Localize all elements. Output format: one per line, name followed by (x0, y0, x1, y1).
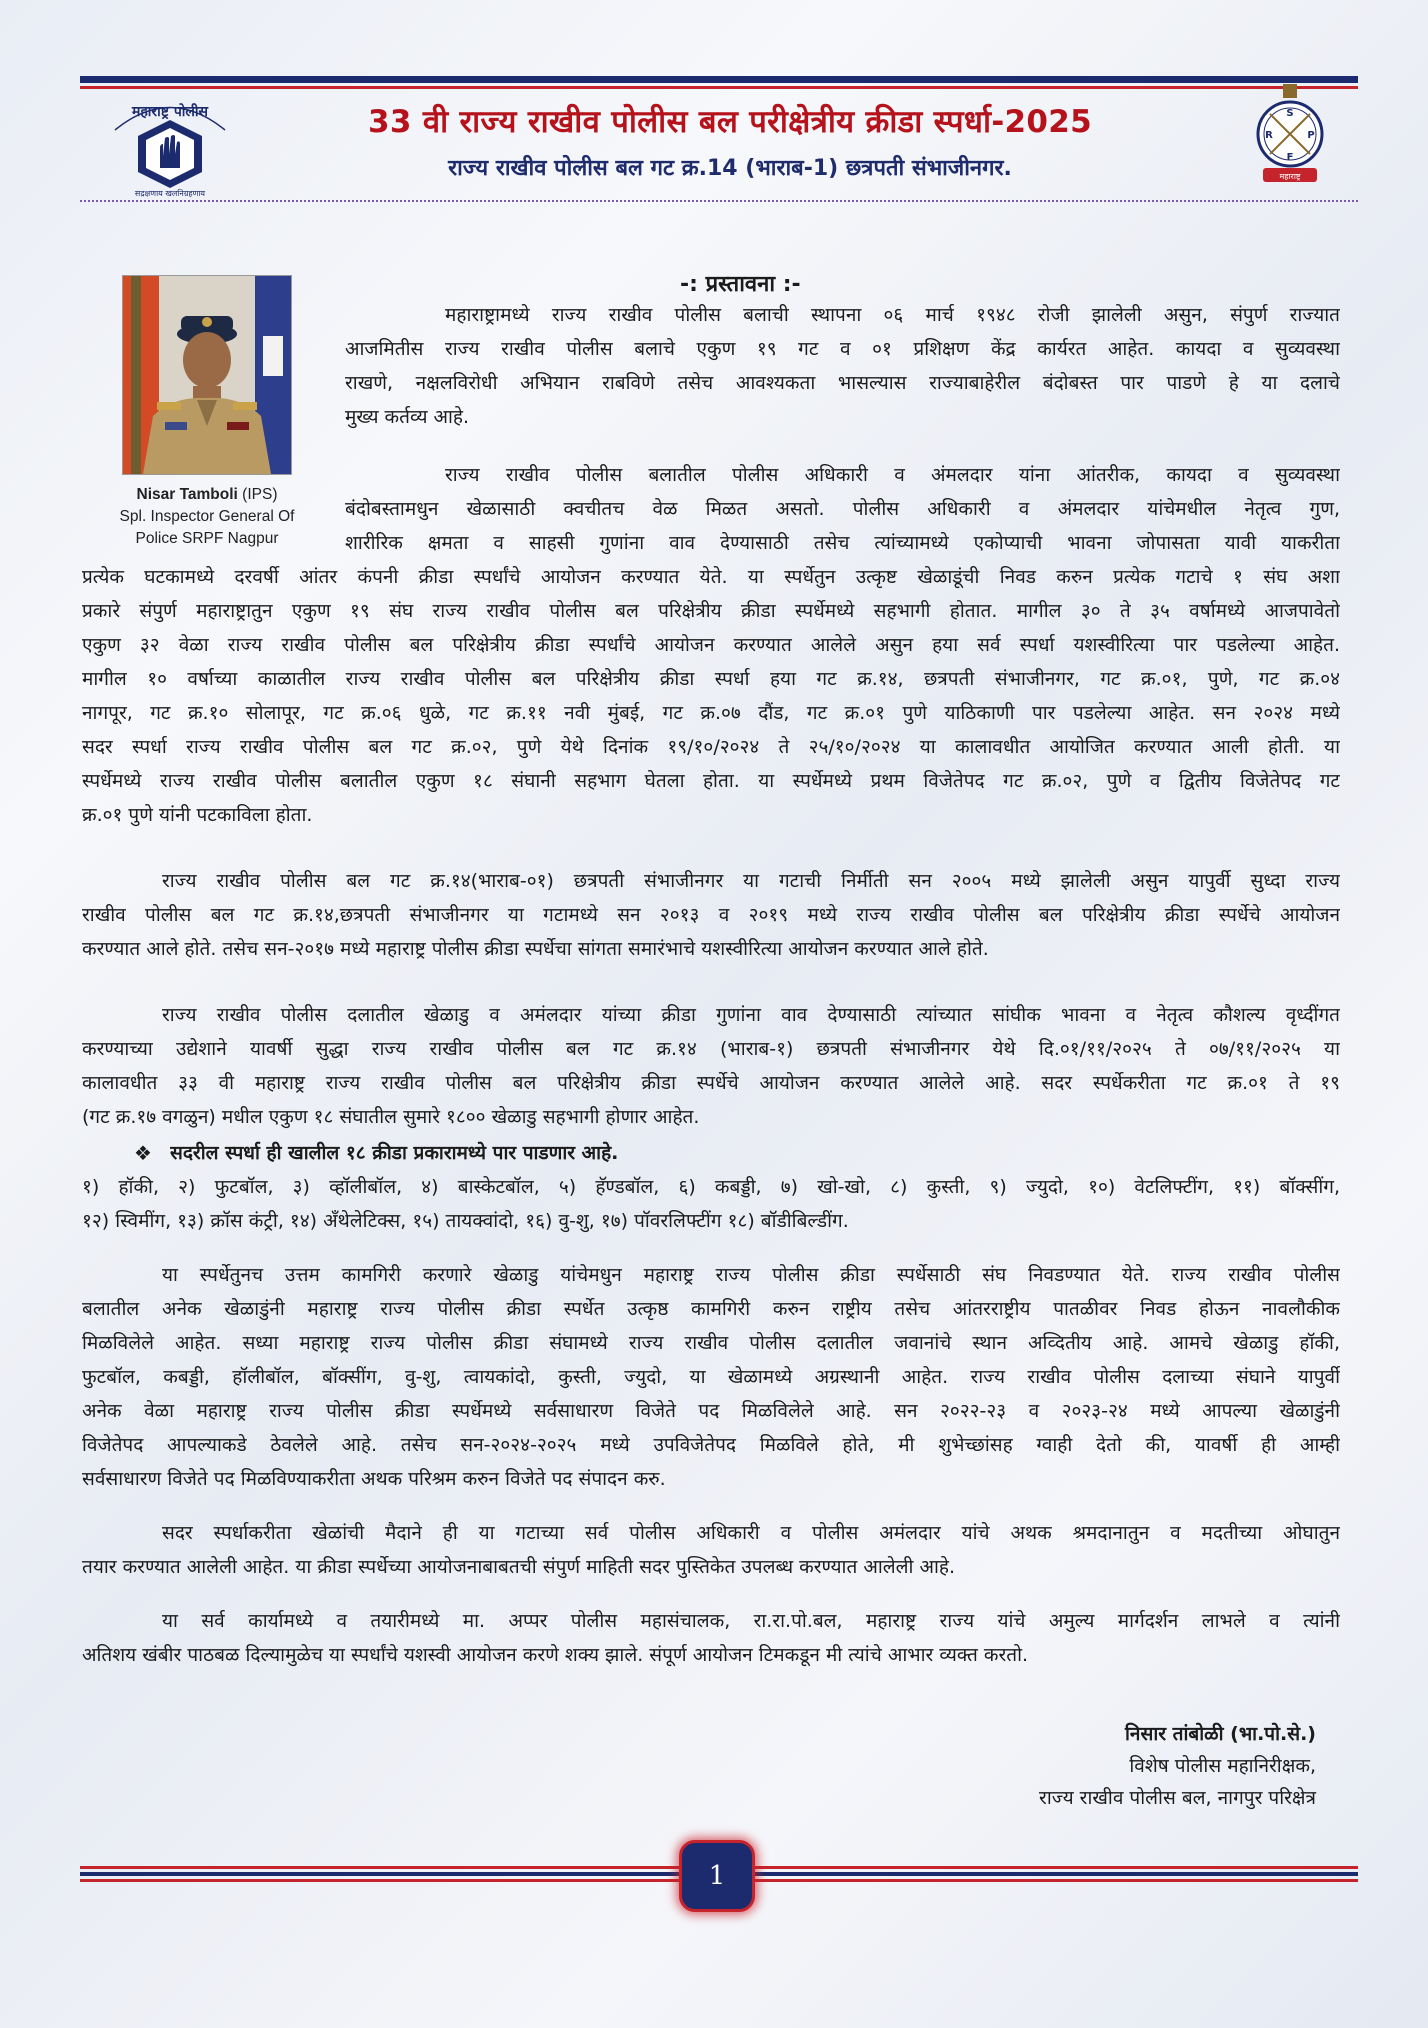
emblem-ribbon-text: महाराष्ट्र (1279, 172, 1301, 181)
emblem-letter-r: R (1265, 130, 1273, 141)
logo-left-text: महाराष्ट्र पोलीस (132, 104, 208, 120)
text-line: या सर्व कार्यामध्ये व तयारीमध्ये मा. अप्पर पोलीस महासंचालक, रा.रा.पो.बल, महाराष्ट्र राज्य यांचे अमुल्य मार्गदर्शन लाभले व त्यांनी (162, 1610, 1340, 1632)
signature-block (1039, 1718, 1316, 1814)
text-line: करण्याच्या उद्येशाने यावर्षी सुद्धा राज्य राखीव पोलीस बल गट क्र.१४ (भाराब-१) छत्रपती संभाजीनगर येथे दि.०१/११/२०२५ ते ०७/११/२०२५ या (82, 1038, 1340, 1060)
preface-heading: -: प्रस्तावना :- (680, 272, 801, 297)
officer-caption (96, 484, 318, 550)
text-line: राखीव पोलीस बल गट क्र.१४,छत्रपती संभाजीनगर या गटामध्ये सन २०१३ व २०१९ मध्ये राज्य राखीव पोलीस बल परिक्षेत्रीय क्रीडा स्पर्धेचे आयोजन (82, 904, 1340, 926)
page-number: 1 (708, 1861, 726, 1891)
diamond-bullet-icon: ❖ (134, 1141, 152, 1165)
text-line: विजेतेपद आपल्याकडे ठेवलेले आहे. तसेच सन-२०२४-२०२५ मध्ये उपविजेतेपद मिळविले होते, मी शुभेच्छांसह ग्वाही देतो की, यावर्षी ही आम्ही (82, 1434, 1340, 1456)
text-line: राज्य राखीव पोलीस बलातील पोलीस अधिकारी व अंमलदार यांना आंतरीक, कायदा व सुव्यवस्था (445, 464, 1340, 486)
text-line: आजमितीस राज्य राखीव पोलीस बलाचे एकुण १९ गट व ०१ प्रशिक्षण केंद्र कार्यरत आहेत. कायदा व सुव्यवस्था (345, 338, 1340, 360)
text-line: शारीरिक क्षमता व साहसी गुणांना वाव देण्यासाठी तसेच त्यांच्यामध्ये एकोप्याची भावना जोपासता यावी याकरीता (345, 532, 1340, 554)
text-line: राज्य राखीव पोलीस बल गट क्र.१४(भाराब-०१) छत्रपती संभाजीनगर या गटाची निर्मीती सन २००५ मध्ये झालेली असुन यापुर्वी सुध्दा राज्य (162, 870, 1340, 892)
text-line: फुटबॉल, कबड्डी, हॉलीबॉल, बॉक्सींग, वु-शु, त्वायकांदो, कुस्ती, ज्युदो, या खेळामध्ये अग्रस्थानी आहेत. राज्य राखीव पोलीस दलाच्या संघाने यापुर्वी (82, 1366, 1340, 1388)
page-title: 33 वी राज्य राखीव पोलीस बल परीक्षेत्रीय क्रीडा स्पर्धा-2025 (368, 104, 1092, 140)
text-line: मिळविलेले आहेत. सध्या महाराष्ट्र राज्य पोलीस क्रीडा संघामध्ये राज्य राखीव पोलीस दलातील जवानांचे स्थान अव्दितीय आहे. आमचे खेळाडु हॉकी, (82, 1332, 1340, 1354)
signatory-designation: विशेष पोलीस महानिरीक्षक, (1129, 1755, 1316, 1777)
text-line: बलातील अनेक खेळाडुंनी महाराष्ट्र राज्य पोलीस क्रीडा स्पर्धेत उत्कृष्ठ कामगिरी करुन राष्ट्रीय तसेच आंतरराष्ट्रीय पातळीवर निवड होऊन नावलौकीक (82, 1298, 1340, 1320)
officer-designation-1: Spl. Inspector General Of (119, 508, 295, 525)
officer-name: Nisar Tamboli (136, 486, 238, 503)
text-line: मुख्य कर्तव्य आहे. (345, 406, 470, 428)
page-subtitle: राज्य राखीव पोलीस बल गट क्र.14 (भाराब-1) छत्रपती संभाजीनगर. (448, 156, 1012, 181)
sports-list-line: १२) स्विमींग, १३) क्रॉस कंट्री, १४) अँथेलेटिक्स, १५) तायक्वांदो, १६) वु-शु, १७) पॉवरलिफ्टींग १८) बॉडीबिल्डींग. (82, 1210, 849, 1232)
text-line: राज्य राखीव पोलीस दलातील खेळाडु व अमंलदार यांच्या क्रीडा गुणांना वाव देण्यासाठी त्यांच्यात सांघीक भावना व नेतृत्व कौशल्य वृध्दींगत (162, 1004, 1340, 1026)
text-line: नागपूर, गट क्र.१० सोलापूर, गट क्र.०६ धुळे, गट क्र.११ नवी मुंबई, गट क्र.०७ दौंड, गट क्र.०१ पुणे याठिकाणी पार पडलेल्या आहेत. सन २०२४ मध्ये (82, 702, 1340, 724)
maharashtra-police-logo (100, 90, 240, 200)
text-line: बंदोबस्तामधुन खेळासाठी क्वचीतच वेळ मिळत असतो. पोलीस अधिकारी व अंमलदार यांचेमधील नेतृत्व गुण, (345, 498, 1340, 520)
emblem-letter-f: F (1286, 152, 1294, 163)
text-line: राखणे, नक्षलविरोधी अभियान राबविणे तसेच आवश्यकता भासल्यास राज्याबाहेरील बंदोबस्त पार पाडणे हे या दलाचे (345, 372, 1340, 394)
emblem-letter-s: S (1286, 108, 1294, 119)
officer-service: (IPS) (242, 486, 278, 503)
officer-photo (122, 275, 292, 475)
sports-list-line: १) हॉकी, २) फुटबॉल, ३) व्हॉलीबॉल, ४) बास्केटबॉल, ५) हॅण्डबॉल, ६) कबड्डी, ७) खो-खो, ८) कुस्ती, ९) ज्युदो, १०) वेटलिफ्टींग, ११) बॉक्सींग, (82, 1176, 1340, 1198)
text-line: प्रत्येक घटकामध्ये दरवर्षी आंतर कंपनी क्रीडा स्पर्धांचे आयोजन करण्यात येते. या स्पर्धेतुन उत्कृष्ट खेळाडूंची निवड करुन प्रत्येक गटाचे १ संघ अशा (82, 566, 1340, 588)
header-stripe-red (80, 86, 1358, 89)
logo-left-motto: सद्रक्षणाय खलनिग्रहणाय (134, 189, 206, 198)
text-line: करण्यात आले होते. तसेच सन-२०१७ मध्ये महाराष्ट्र पोलीस क्रीडा स्पर्धेचा सांगता समारंभाचे यशस्वीरित्या आयोजन करण्यात आले होते. (82, 938, 989, 960)
text-line: (गट क्र.१७ वगळुन) मधील एकुण १८ संघातील सुमारे १८०० खेळाडु सहभागी होणार आहेत. (82, 1106, 700, 1128)
emblem-letter-p: P (1307, 130, 1315, 141)
text-line: या स्पर्धेतुनच उत्तम कामगिरी करणारे खेळाडु यांचेमधुन महाराष्ट्र राज्य पोलीस क्रीडा स्पर्धेसाठी संघ निवडण्यात येते. राज्य राखीव पोलीस (162, 1264, 1340, 1286)
signatory-office: राज्य राखीव पोलीस बल, नागपुर परिक्षेत्र (1039, 1787, 1316, 1809)
officer-designation-2: Police SRPF Nagpur (135, 530, 279, 547)
text-line: अनेक वेळा महाराष्ट्र राज्य पोलीस क्रीडा स्पर्धेमध्ये सर्वसाधारण विजेते पद मिळविलेले आहे. सन २०२२-२३ व २०२३-२४ मध्ये आपल्या खेळाडुंनी (82, 1400, 1340, 1422)
text-line: महाराष्ट्रामध्ये राज्य राखीव पोलीस बलाची स्थापना ०६ मार्च १९४८ रोजी झालेली असुन, संपुर्ण राज्यात (445, 304, 1340, 326)
text-line: मागील १० वर्षाच्या काळातील राज्य राखीव पोलीस बल परिक्षेत्रीय क्रीडा स्पर्धा हया गट क्र.१४, छत्रपती संभाजीनगर, गट क्र.०१, पुणे, गट क्र.०४ (82, 668, 1340, 690)
page-number-badge (679, 1840, 755, 1912)
header-divider (80, 200, 1358, 202)
text-line: कालावधीत ३३ वी महाराष्ट्र राज्य राखीव पोलीस बल परिक्षेत्रीय क्रीडा स्पर्धेचे आयोजन करण्यात आलेले आहे. सदर स्पर्धेकरीता गट क्र.०१ ते १९ (82, 1072, 1340, 1094)
srpf-emblem (1245, 82, 1335, 192)
text-line: तयार करण्यात आलेली आहेत. या क्रीडा स्पर्धेच्या आयोजनाबाबतची संपुर्ण माहिती सदर पुस्तिकेत उपलब्ध करण्यात आलेली आहे. (82, 1556, 956, 1578)
header-stripe-navy (80, 76, 1358, 83)
text-line: एकुण ३२ वेळा राज्य राखीव पोलीस बल परिक्षेत्रीय क्रीडा स्पर्धांचे आयोजन करण्यात आलेले असुन हया सर्व स्पर्धा यशस्वीरित्या पार पडलेल्या आहेत. (82, 634, 1340, 656)
text-line: सर्वसाधारण विजेते पद मिळविण्याकरीता अथक परिश्रम करुन विजेते पद संपादन करु. (82, 1468, 666, 1490)
text-line: अतिशय खंबीर पाठबळ दिल्यामुळेच या स्पर्धांचे यशस्वी आयोजन करणे शक्य झाले. संपूर्ण आयोजन टिमकडून मी त्यांचे आभार व्यक्त करतो. (82, 1644, 1029, 1666)
signatory-name: निसार तांबोळी (भा.पो.से.) (1125, 1723, 1316, 1745)
text-line: सदर स्पर्धा राज्य राखीव पोलीस बल गट क्र.०२, पुणे येथे दिनांक १९/१०/२०२४ ते २५/१०/२०२४ या कालावधीत आयोजित करण्यात आली होती. या (82, 736, 1340, 758)
text-line: क्र.०१ पुणे यांनी पटकाविला होता. (82, 804, 313, 826)
text-line: सदर स्पर्धाकरीता खेळांची मैदाने ही या गटाच्या सर्व पोलीस अधिकारी व पोलीस अमंलदार यांचे अथक श्रमदानातुन व मदतीच्या ओघातुन (162, 1522, 1340, 1544)
text-line: प्रकारे संपुर्ण महाराष्ट्रातुन एकुण १९ संघ राज्य राखीव पोलीस बल परिक्षेत्रीय क्रीडा स्पर्धेमध्ये सहभागी होतात. मागील ३० ते ३५ वर्षामध्ये आजपावेतो (82, 600, 1340, 622)
sports-intro-line: सदरील स्पर्धा ही खालील १८ क्रीडा प्रकारामध्ये पार पाडणार आहे. (170, 1142, 619, 1164)
text-line: स्पर्धेमध्ये राज्य राखीव पोलीस बलातील एकुण १८ संघानी सहभाग घेतला होता. या स्पर्धेमध्ये प्रथम विजेतेपद गट क्र.०२, पुणे व द्वितीय विजेतेपद गट (82, 770, 1340, 792)
